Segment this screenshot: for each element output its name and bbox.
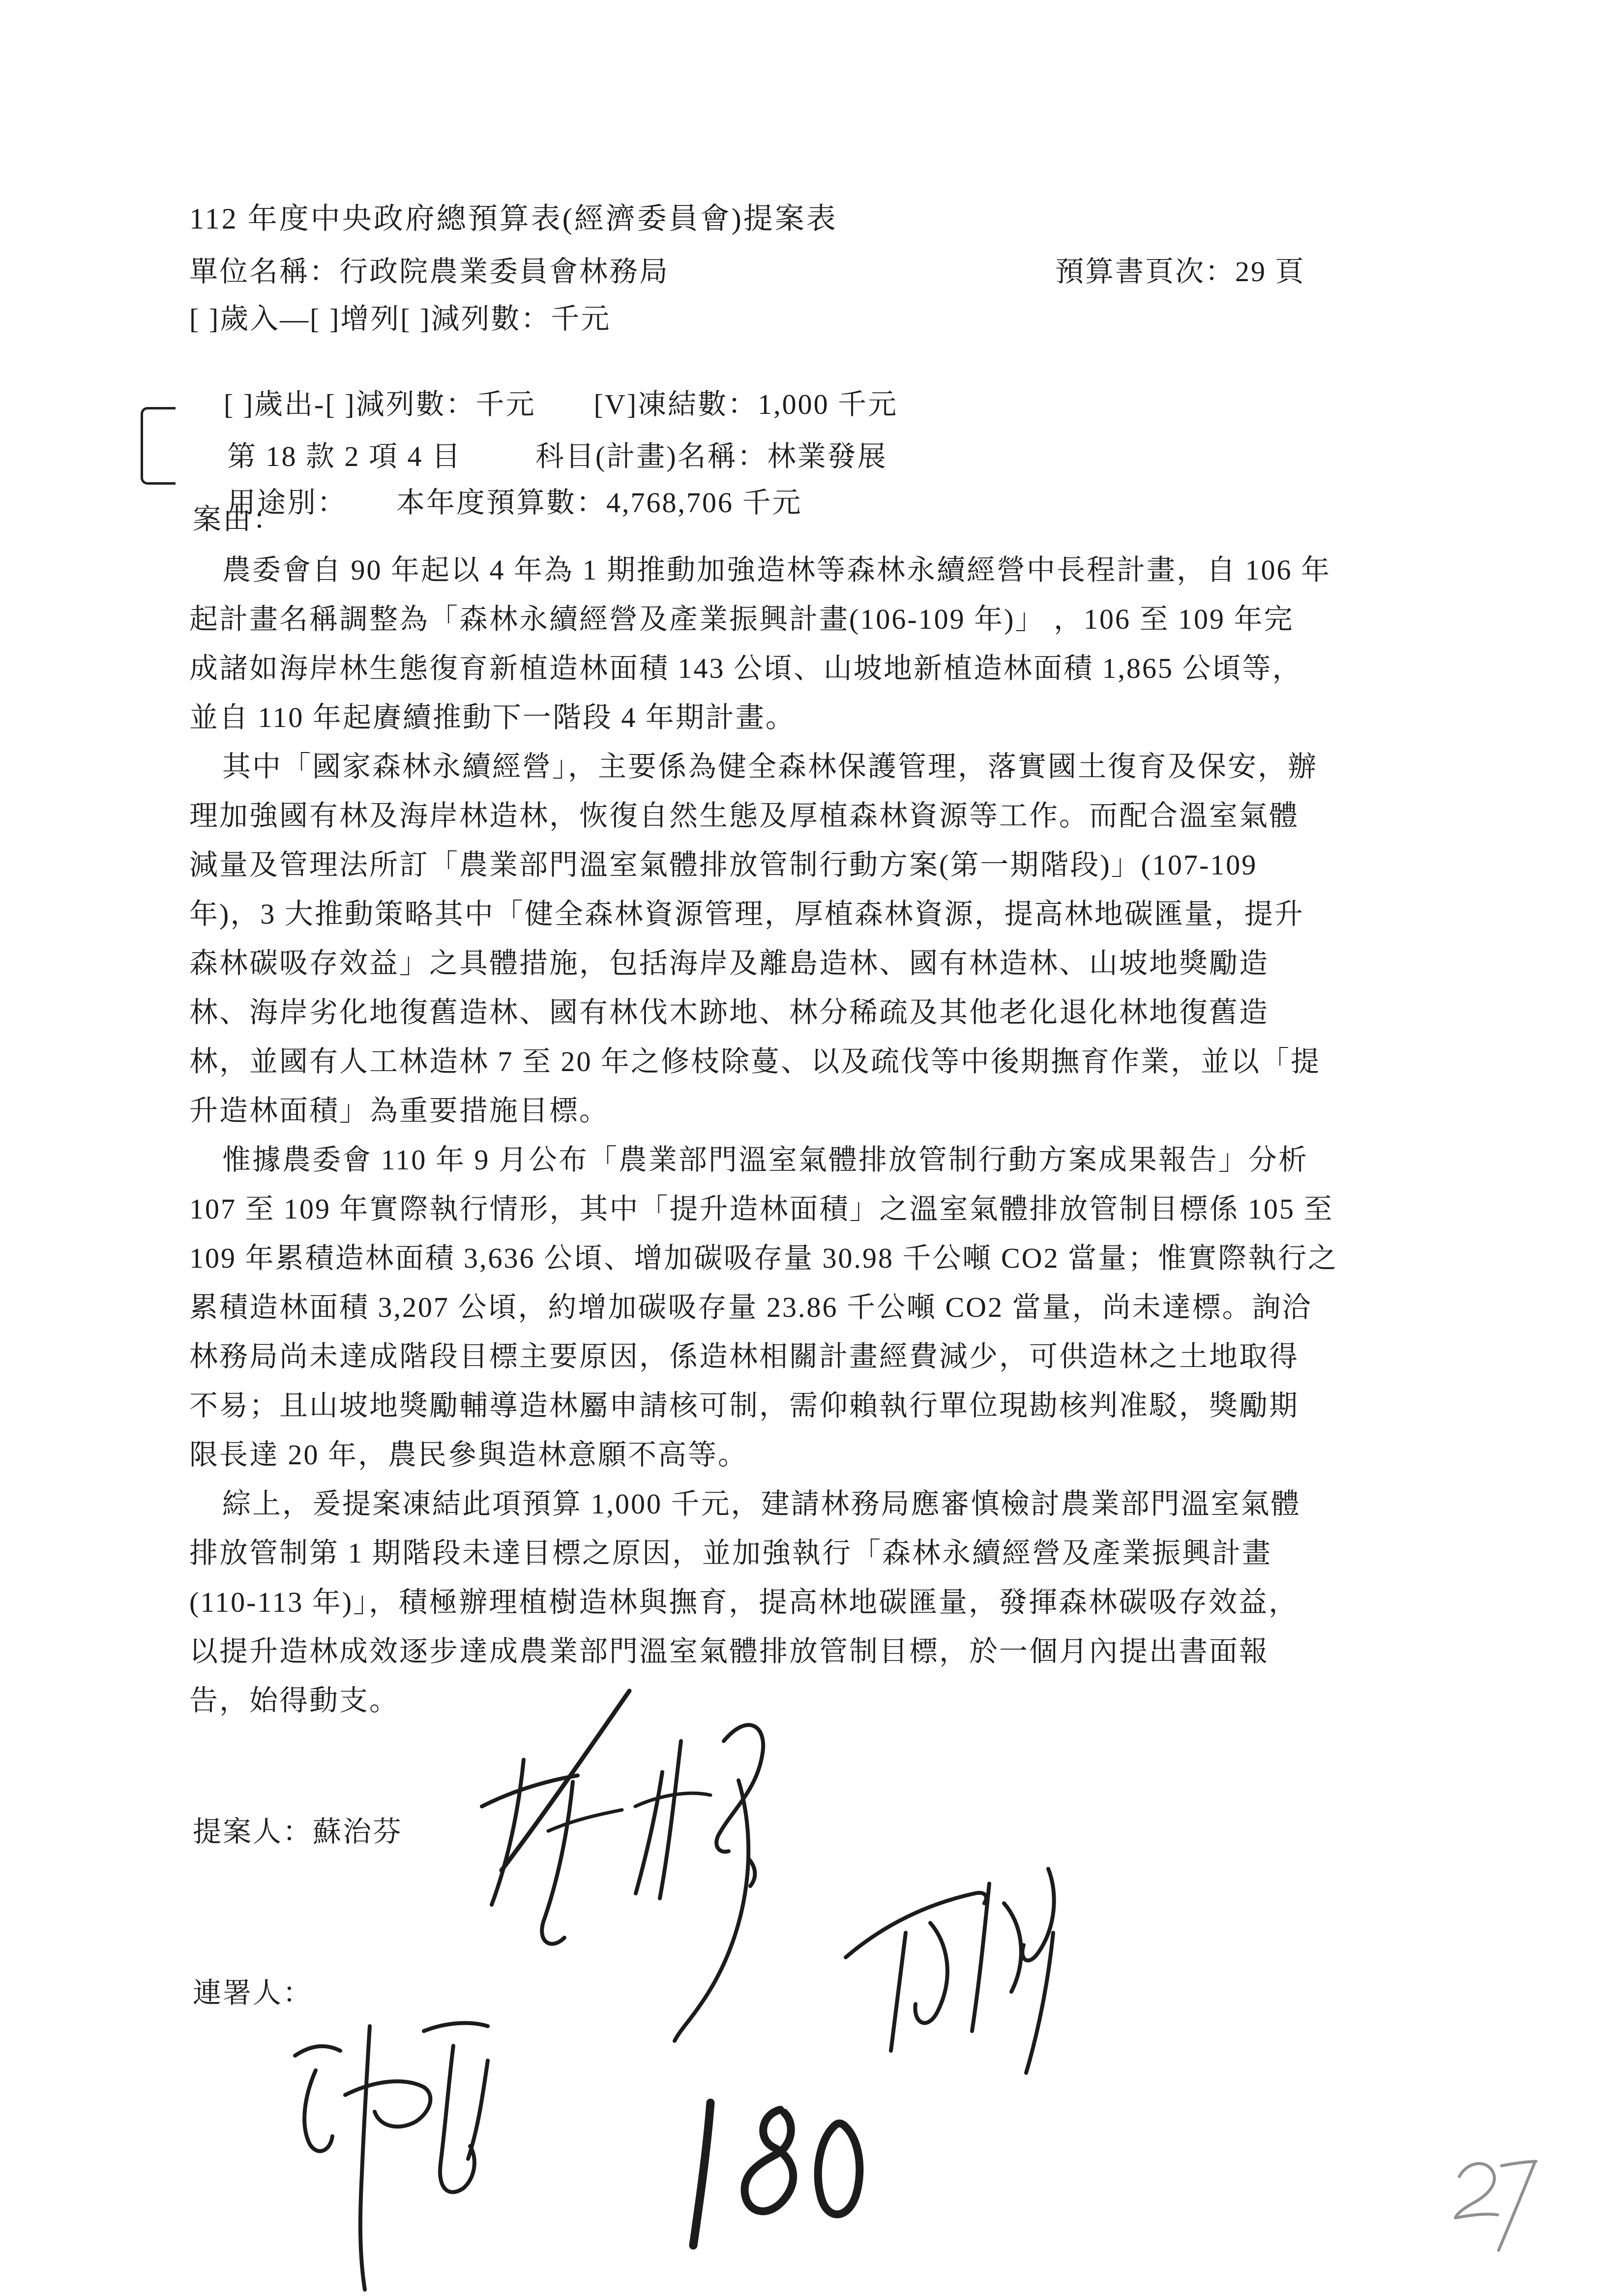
body-line: 109 年累積造林面積 3,636 公頃、增加碳吸存量 30.98 千公噸 CO2 當量；惟實際執行之 (189, 1242, 1338, 1274)
body-line: 綜上，爰提案凍結此項預算 1,000 千元，建請林務局應審慎檢討農業部門溫室氣體 (222, 1488, 1301, 1520)
unit-name: 單位名稱：行政院農業委員會林務局 (189, 256, 670, 288)
body-line: 成諸如海岸林生態復育新植造林面積 143 公頃、山坡地新植造林面積 1,865 公頃等， (189, 652, 1302, 684)
body-line: 並自 110 年起賡續推動下一階段 4 年期計畫。 (189, 701, 796, 733)
usage-label: 用途別： (227, 487, 348, 519)
body-line: 森林碳吸存效益」之具體措施，包括海岸及離島造林、國有林造林、山坡地獎勵造 (189, 947, 1270, 979)
revenue-checkbox-line: [ ]歲入—[ ]增列[ ]減列數：千元 (189, 303, 611, 335)
body-line: 累積造林面積 3,207 公頃，約增加碳吸存量 23.86 千公噸 CO2 當量，尚未達標。詢洽 (189, 1291, 1312, 1323)
freeze-amount-text: [V]凍結數：1,000 千元 (593, 388, 898, 420)
body-line: 不易；且山坡地獎勵輔導造林屬申請核可制，需仰賴執行單位現勘核判准駁，獎勵期 (189, 1390, 1299, 1422)
proposer-label: 提案人：蘇治芬 (193, 1816, 403, 1848)
body-line: 年)，3 大推動策略其中「健全森林資源管理，厚植森林資源，提高林地碳匯量，提升 (189, 898, 1304, 930)
usage-row (193, 451, 802, 554)
body-line: 減量及管理法所訂「農業部門溫室氣體排放管制行動方案(第一期階段)」(107-109 (189, 849, 1258, 881)
cosigner-signature-1 (275, 1996, 580, 2296)
body-line: 起計畫名稱調整為「森林永續經營及產業振興計畫(106-109 年)」 ，106 至 109 年完 (189, 603, 1294, 635)
cosigner-signature-2 (831, 1848, 1096, 2104)
body-line: 排放管制第 1 期階段未達目標之原因，並加強執行「森林永續經營及產業振興計畫 (189, 1537, 1272, 1569)
body-line: 惟據農委會 110 年 9 月公布「農業部門溫室氣體排放管制行動方案成果報告」分析 (222, 1144, 1308, 1176)
body-line: (110-113 年)」，積極辦理植樹造林與撫育，提高林地碳匯量，發揮森林碳吸存效益， (189, 1586, 1299, 1618)
cosigner-label: 連署人： (193, 1977, 313, 2009)
budget-page-ref: 預算書頁次：29 頁 (1055, 256, 1305, 288)
case-label: 案由： (193, 503, 283, 535)
budget-amount: 本年度預算數：4,768,706 千元 (396, 487, 802, 519)
handwritten-page-number (664, 2099, 875, 2256)
page-title: 112 年度中央政府總預算表(經濟委員會)提案表 (189, 203, 838, 235)
expenditure-text: [ ]歲出-[ ]減列數：千元 (224, 388, 536, 420)
body-line: 理加強國有林及海岸林造林，恢復自然生態及厚植森林資源等工作。而配合溫室氣體 (189, 800, 1299, 832)
body-line: 升造林面積」為重要措施目標。 (189, 1095, 610, 1127)
body-line: 林，並國有人工林造林 7 至 20 年之修枝除蔓、以及疏伐等中後期撫育作業，並以「提 (189, 1046, 1321, 1077)
body-line: 限長達 20 年，農民參與造林意願不高等。 (189, 1439, 748, 1471)
margin-bracket (141, 407, 176, 485)
body-line: 林、海岸劣化地復舊造林、國有林伐木跡地、林分稀疏及其他老化退化林地復舊造 (189, 996, 1270, 1028)
body-line: 其中「國家森林永續經營」，主要係為健全森林保護管理，落實國土復育及保安，辦 (222, 751, 1318, 783)
item-number: 第 18 款 2 項 4 目 (227, 440, 462, 472)
body-line: 告，始得動支。 (189, 1685, 400, 1716)
body-line: 以提升造林成效逐步達成農業部門溫室氣體排放管制目標，於一個月內提出書面報 (189, 1635, 1270, 1667)
body-line: 農委會自 90 年起以 4 年為 1 期推動加強造林等森林永續經營中長程計畫，自 106 年 (222, 554, 1331, 586)
body-line: 林務局尚未達成階段目標主要原因，係造林相關計畫經費減少，可供造林之土地取得 (189, 1340, 1299, 1372)
corner-mark (1441, 2148, 1544, 2256)
subject-name: 科目(計畫)名稱：林業發展 (535, 440, 887, 472)
body-line: 107 至 109 年實際執行情形，其中「提升造林面積」之溫室氣體排放管制目標係 105 至 (189, 1193, 1334, 1225)
